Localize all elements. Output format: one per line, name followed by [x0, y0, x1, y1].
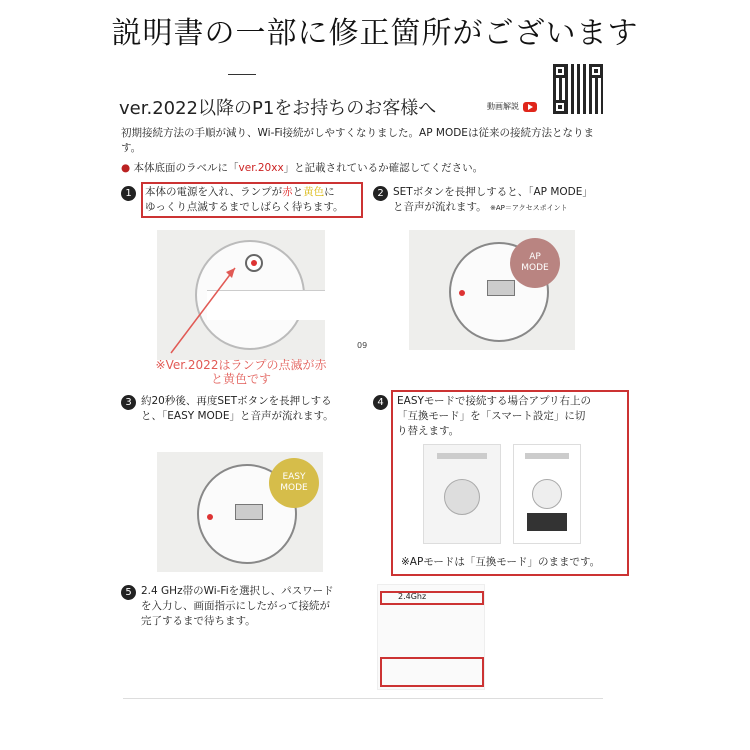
- password-highlight-box: [380, 657, 484, 687]
- set-button-icon: [459, 290, 465, 296]
- step-1-number: 1: [121, 186, 136, 201]
- ap-mode-note: ※APモードは「互換モード」のままです。: [401, 556, 601, 568]
- wifi-ssid-label: 2.4Ghz: [398, 592, 427, 601]
- step-1-text: 本体の電源を入れ、ランプが赤と黄色に ゆっくり点滅するまでしばらく待ちます。: [145, 186, 344, 213]
- page-number: 09: [357, 341, 368, 350]
- manual-page: [95, 58, 625, 748]
- step-3-number: 3: [121, 395, 136, 410]
- set-button-icon: [207, 514, 213, 520]
- step-5-number: 5: [121, 585, 136, 600]
- phone-screen-compat-mode: [423, 444, 501, 544]
- step-5-text: 2.4 GHz帯のWi-Fiを選択し、パスワード を入力し、画面指示にしたがって接続が 完了するまで待ちます。: [141, 585, 334, 627]
- step-3-text: 約20秒後、再度SETボタンを長押しする と、「EASY MODE」と音声が流れます。: [141, 395, 334, 422]
- easy-mode-bubble: EASY MODE: [269, 458, 319, 508]
- footer-divider: [123, 698, 603, 699]
- robot-panel: [487, 280, 515, 296]
- step-2-text: SETボタンを長押しすると、「AP MODE」 と音声が流れます。 ※AP＝アクセスポイント: [393, 186, 593, 213]
- label-check-note: ● 本体底面のラベルに「ver.20xx」と記載されているか確認してください。: [121, 162, 484, 174]
- step-5-wifi-screen: [377, 584, 485, 690]
- ap-mode-bubble: AP MODE: [510, 238, 560, 288]
- bullet-icon: ●: [121, 162, 131, 174]
- page-banner: 説明書の一部に修正箇所がございます: [111, 16, 639, 51]
- robot-panel: [235, 504, 263, 520]
- video-label: 動画解説: [487, 102, 519, 111]
- page-heading: ver.2022以降のP1をお持ちのお客様へ: [119, 98, 437, 119]
- step-2-number: 2: [373, 186, 388, 201]
- version-note: ※Ver.2022はランプの点滅が赤 と黄色です: [155, 358, 327, 386]
- phone-screen-smart-setting: [513, 444, 581, 544]
- step-4-number: 4: [373, 395, 388, 410]
- step-4-text: EASYモードで接続する場合アプリ右上の 「互換モード」を「スマート設定」に切 り替えます。: [397, 395, 592, 437]
- intro-text: 初期接続方法の手順が減り、Wi-Fi接続がしやすくなりました。AP MODEは従来の接続方法となります。: [121, 127, 594, 154]
- wifi-highlight-box: [380, 591, 484, 605]
